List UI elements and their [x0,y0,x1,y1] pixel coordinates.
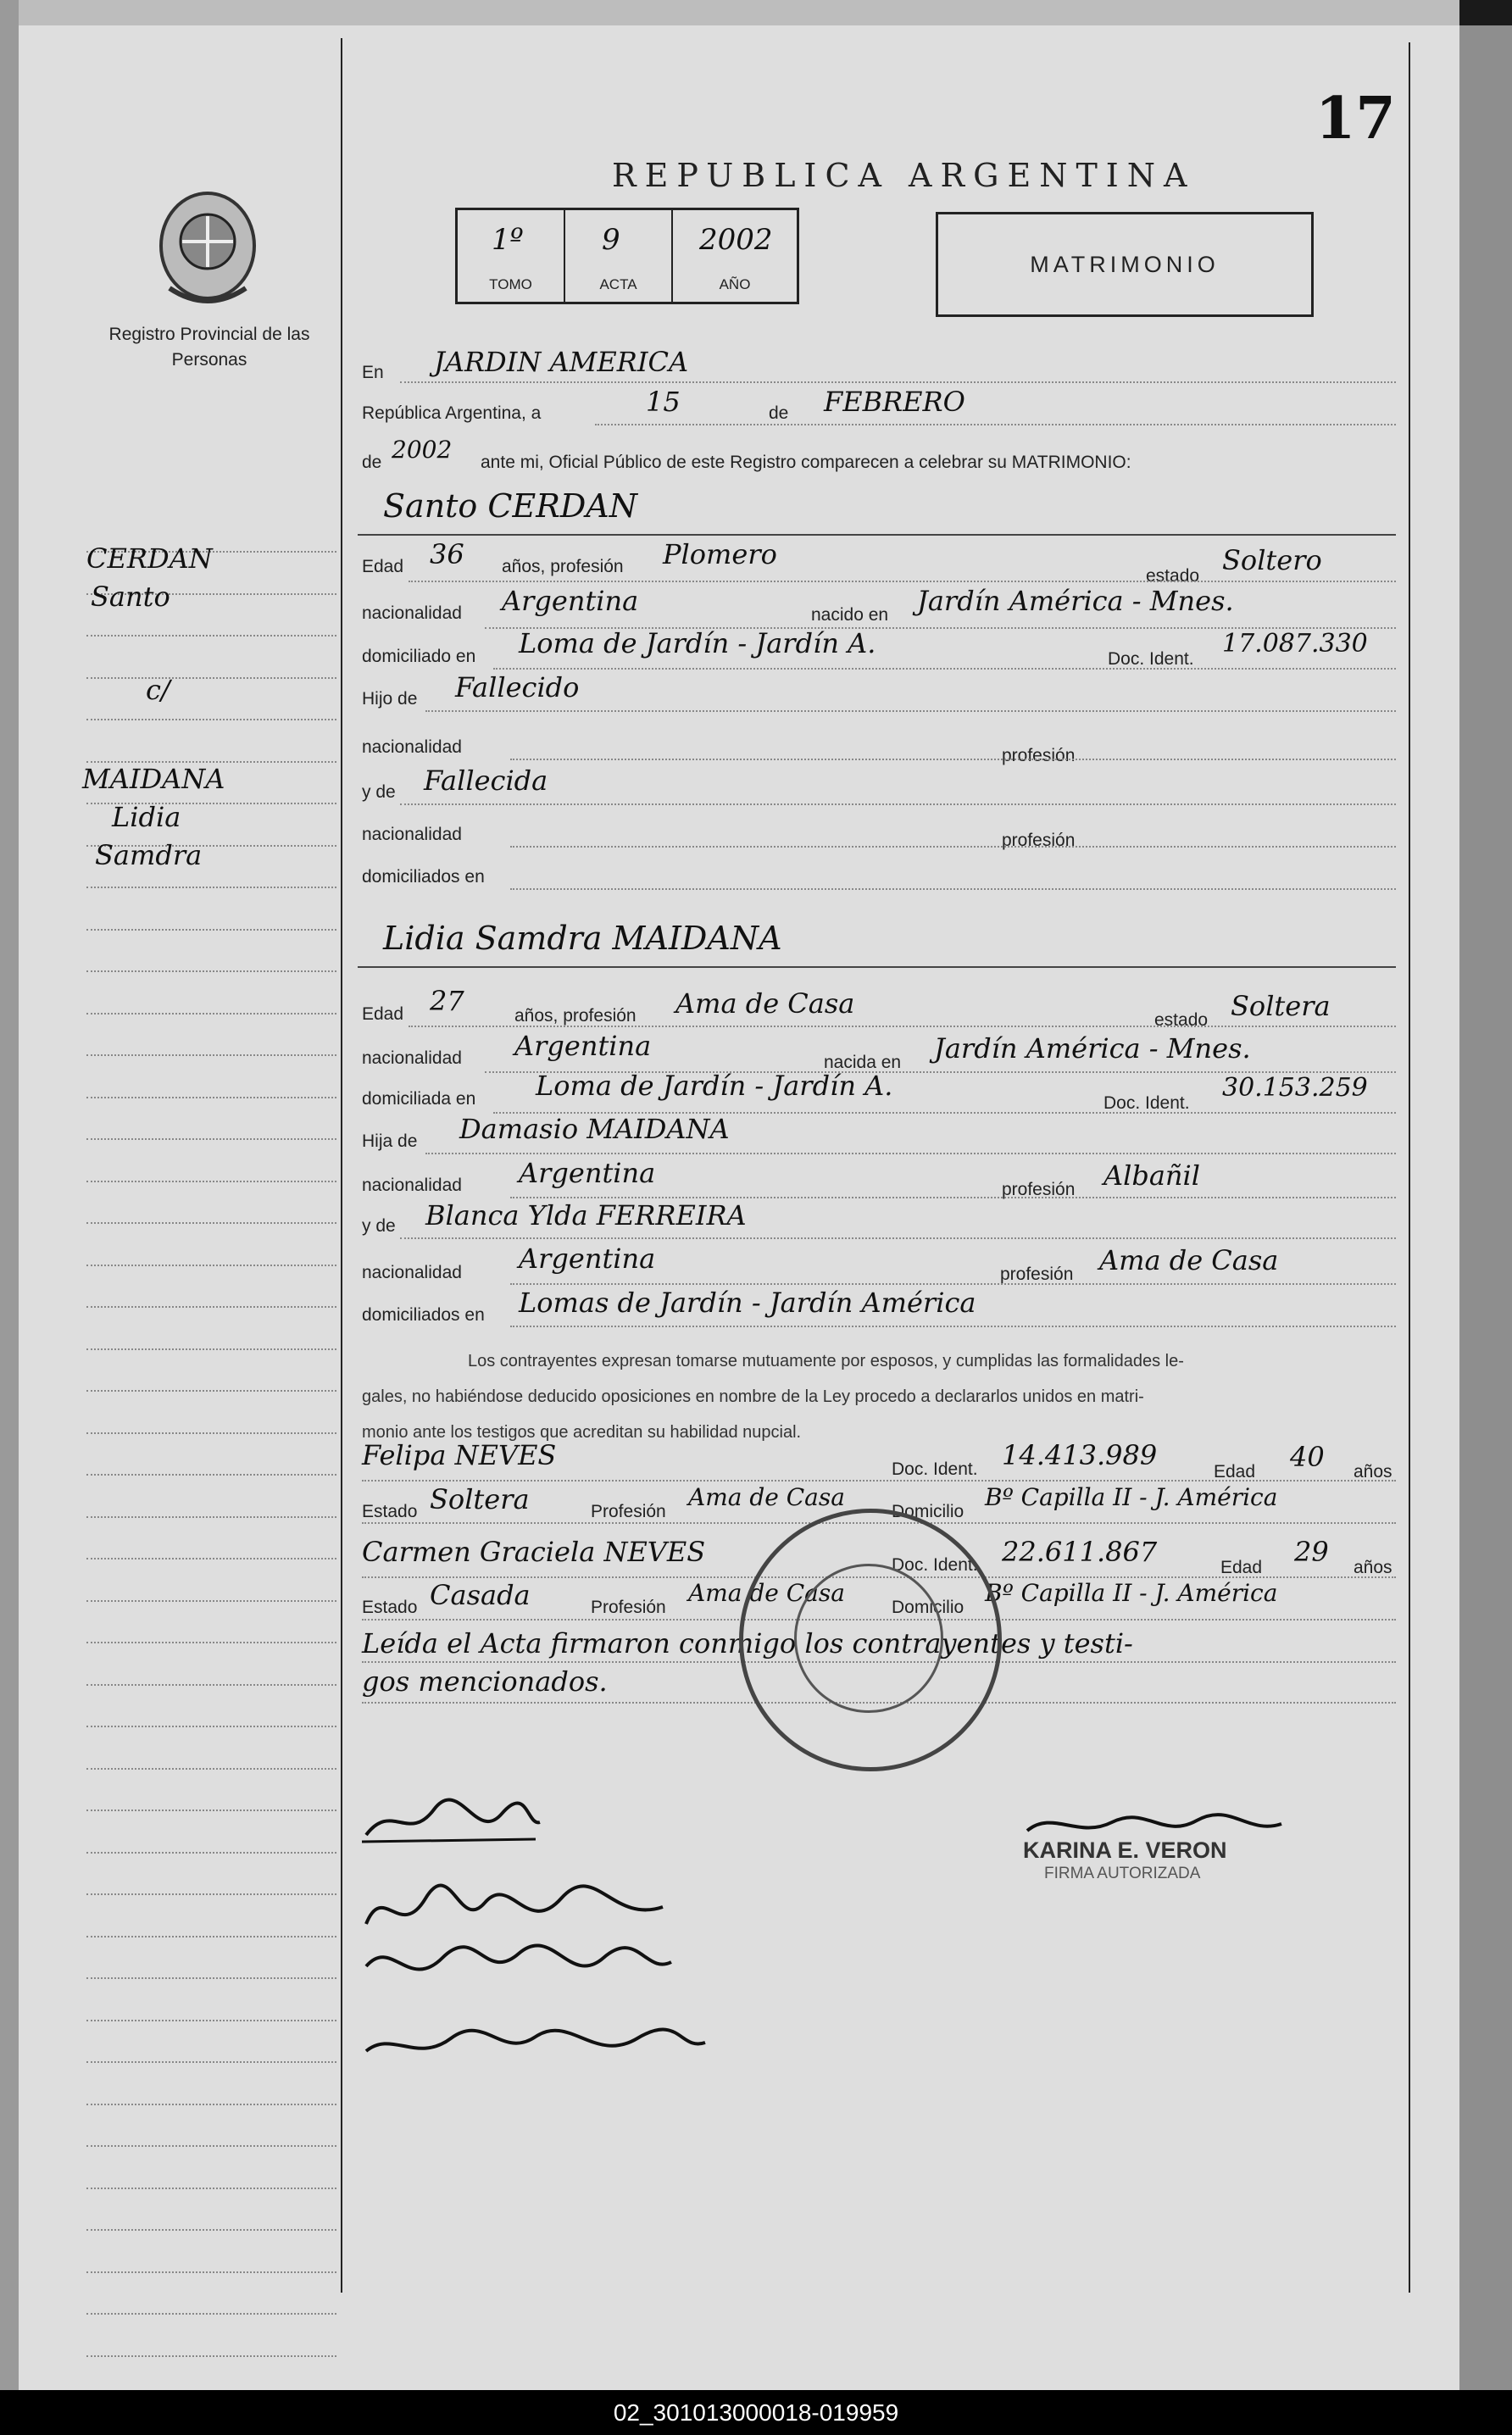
republic-label: República Argentina, a [362,403,542,423]
witness2-doc-label: Doc. Ident. [892,1555,978,1575]
margin-rule-line [86,929,336,931]
witness1-years-label: años [1354,1462,1392,1482]
witness2-signature-icon [358,2013,714,2076]
margin-rule-line [86,2229,336,2231]
officer-name: KARINA E. VERON [1023,1837,1227,1863]
groom-mother-prof-label: profesión [1002,831,1076,850]
place: JARDIN AMERICA [434,346,689,378]
margin-rule-line [86,635,336,637]
bride-mother-nat-label: nacionalidad [362,1263,462,1282]
ano-value: 2002 [699,223,773,257]
groom-name: Santo CERDAN [383,487,637,525]
bride-age: 27 [430,985,464,1017]
groom-mother-nat-label: nacionalidad [362,825,462,844]
groom-domicile: Loma de Jardín - Jardín A. [519,627,876,659]
groom-father: Fallecido [455,671,580,703]
witness2-years-label: años [1354,1558,1392,1577]
groom-nationality: Argentina [502,585,639,617]
groom-doc: 17.087.330 [1222,629,1368,659]
bride-doc-label: Doc. Ident. [1103,1093,1190,1113]
margin-rule-line [86,2020,336,2021]
groom-profession-label: años, profesión [502,557,624,576]
margin-rule-line [86,1348,336,1350]
margin-rule-line [86,1097,336,1098]
official-stamp-icon [739,1509,1002,1771]
margin-rule-line [86,2188,336,2189]
witness2-estado: Casada [430,1579,531,1611]
margin-rule-line [86,1013,336,1015]
declaration-line-1: Los contrayentes expresan tomarse mutuamente por esposos, y cumplidas las formalidades le- [468,1352,1184,1370]
acta-type-label: MATRIMONIO [1030,251,1220,277]
year: 2002 [392,436,453,464]
bride-nationality: Argentina [514,1030,652,1062]
margin-groom-name: Santo [91,581,170,613]
groom-and-of-label: y de [362,782,396,802]
acta-type-box [936,212,1314,317]
bride-name: Lidia Samdra MAIDANA [383,920,782,957]
acta-value: 9 [602,223,620,257]
intro-line: ante mi, Oficial Público de este Registro comparecen a celebrar su MATRIMONIO: [481,453,1131,472]
margin-rule-line [86,1558,336,1559]
margin-rule-line [86,1265,336,1266]
officer-initials-signature-icon [358,1793,544,1856]
bride-father-nat-label: nacionalidad [362,1176,462,1195]
bride-daughter-of-label: Hija de [362,1131,418,1151]
witness1-profession: Ama de Casa [688,1483,845,1511]
margin-rule-line [86,2145,336,2147]
margin-rule-line [86,1684,336,1686]
acta-label: ACTA [599,276,637,292]
bride-born-label: nacida en [824,1053,902,1072]
margin-rule-line [86,1600,336,1602]
witness1-name: Felipa NEVES [362,1439,557,1471]
bride-nationality-label: nacionalidad [362,1048,462,1068]
margin-rule-line [86,2271,336,2273]
bride-domicile: Loma de Jardín - Jardín A. [536,1070,893,1102]
witness2-profession-label: Profesión [591,1598,666,1617]
witness2-estado-label: Estado [362,1598,418,1617]
groom-father-prof-label: profesión [1002,746,1076,765]
margin-bride-name: Lidia [112,801,181,833]
groom-age-label: Edad [362,557,404,576]
groom-domicile-label: domiciliado en [362,647,476,666]
document-title: REPUBLICA ARGENTINA [612,157,1196,194]
witness1-estado-label: Estado [362,1502,418,1521]
margin-rule-line [86,1893,336,1895]
witness1-doc-label: Doc. Ident. [892,1459,978,1479]
margin-rule-line [86,1726,336,1727]
margin-rule-line [86,2355,336,2357]
day: 15 [646,386,681,418]
witness2-age: 29 [1294,1536,1329,1568]
groom-estado-label: estado [1146,566,1200,586]
margin-rule-line [86,1810,336,1811]
witness2-doc: 22.611.867 [1002,1536,1158,1568]
witness1-age: 40 [1290,1441,1325,1473]
right-rule [1409,42,1410,2293]
groom-born-label: nacido en [811,605,889,625]
bride-mother-prof-label: profesión [1000,1265,1074,1284]
page-top-edge [19,0,1459,25]
margin-rule-line [86,1768,336,1770]
registry-label: Registro Provincial de las Personas [108,325,310,370]
bride-father-prof-label: profesión [1002,1180,1076,1199]
margin-rule-line [86,1306,336,1308]
margin-rule-line [86,1936,336,1937]
bride-age-label: Edad [362,1004,404,1024]
year-label: de [362,453,382,472]
margin-bride-surname: MAIDANA [82,763,225,795]
groom-estado: Soltero [1222,544,1322,576]
declaration-text [362,1343,1396,1450]
bride-parents-domicile-label: domiciliados en [362,1305,485,1325]
tomo-label: TOMO [489,276,532,292]
tomo-value: 1º [492,223,524,257]
margin-rule-line [86,1432,336,1434]
margin-rule-line [86,1054,336,1056]
bride-profession-label: años, profesión [514,1006,636,1026]
margin-bride-name2: Samdra [95,839,203,871]
book-binding [0,0,19,2399]
bride-doc: 30.153.259 [1222,1073,1368,1103]
bride-parents-domicile: Lomas de Jardín - Jardín América [519,1287,976,1319]
page-right-edge [1459,25,1512,2390]
bride-mother-profession: Ama de Casa [1099,1244,1279,1276]
de-label: de [769,403,789,423]
ano-label: AÑO [719,276,751,292]
bride-mother-nationality: Argentina [519,1243,656,1275]
witness2-age-label: Edad [1220,1558,1263,1577]
witness2-name: Carmen Graciela NEVES [362,1536,706,1568]
bride-domicile-label: domiciliada en [362,1089,476,1109]
margin-groom-surname: CERDAN [86,542,213,575]
groom-age: 36 [430,538,464,570]
certificate-page [19,25,1459,2390]
bride-mother: Blanca Ylda FERREIRA [425,1199,747,1231]
margin-rule-line [86,677,336,679]
margin-rule-line [86,1222,336,1224]
margin-rule-line [86,887,336,888]
margin-rule-line [86,1390,336,1392]
closing-line-2: gos mencionados. [362,1665,608,1698]
witness1-domicile-label: Domicilio [892,1502,964,1521]
witness1-age-label: Edad [1214,1462,1256,1482]
bride-estado: Soltera [1231,990,1331,1022]
witness1-domicile: Bº Capilla II - J. América [985,1483,1278,1511]
footer-id: 02_301013000018-019959 [0,2390,1512,2435]
bride-estado-label: estado [1154,1010,1209,1030]
groom-mother: Fallecida [424,764,548,797]
declaration-line-2: gales, no habiéndose deducido oposiciones en nombre de la Ley procedo a declararlos unidos en matri- [362,1387,1144,1406]
month: FEBRERO [824,386,965,418]
margin-rule-line [86,1642,336,1643]
declaration-line-3: monio ante los testigos que acreditan su habilidad nupcial. [362,1423,802,1442]
groom-profession: Plomero [663,538,777,570]
witness1-doc: 14.413.989 [1002,1439,1158,1471]
margin-rule-line [86,1977,336,1979]
margin-rule-line [86,1516,336,1518]
witness1-estado: Soltera [430,1483,530,1515]
margin-separator: c/ [146,674,170,706]
margin-rule-line [86,2104,336,2105]
margin-rule-line [86,1181,336,1182]
margin-rule-line [86,719,336,720]
bride-profession: Ama de Casa [675,987,855,1020]
margin-rule-line [86,1852,336,1854]
groom-son-of-label: Hijo de [362,689,418,709]
witness1-signature-icon [358,1932,680,2004]
bride-and-of-label: y de [362,1216,396,1236]
groom-parents-domicile-label: domiciliados en [362,867,485,887]
margin-rule-line [86,2061,336,2063]
margin-rule-line [86,1474,336,1476]
bride-father-nationality: Argentina [519,1157,656,1189]
en-label: En [362,363,384,382]
provincial-seal-icon [153,186,263,314]
margin-rule-line [86,970,336,972]
register-box [455,208,799,304]
groom-birthplace: Jardín América - Mnes. [917,585,1234,617]
bride-birthplace: Jardín América - Mnes. [934,1032,1251,1065]
closing-line-1: Leída el Acta firmaron conmigo los contrayentes y testi- [362,1627,1133,1659]
groom-doc-label: Doc. Ident. [1108,649,1194,669]
witness2-domicile: Bº Capilla II - J. América [985,1579,1278,1607]
margin-rule [341,38,342,2293]
witness1-profession-label: Profesión [591,1502,666,1521]
officer-role: FIRMA AUTORIZADA [1044,1865,1201,1882]
witness2-profession: Ama de Casa [688,1579,845,1607]
page-number: 17 [1315,85,1396,153]
witness2-domicile-label: Domicilio [892,1598,964,1617]
bride-father-profession: Albañil [1103,1159,1200,1192]
margin-rule-line [86,2313,336,2315]
margin-rule-line [86,1138,336,1140]
bride-father: Damasio MAIDANA [459,1113,730,1145]
groom-father-nat-label: nacionalidad [362,737,462,757]
groom-nationality-label: nacionalidad [362,603,462,623]
